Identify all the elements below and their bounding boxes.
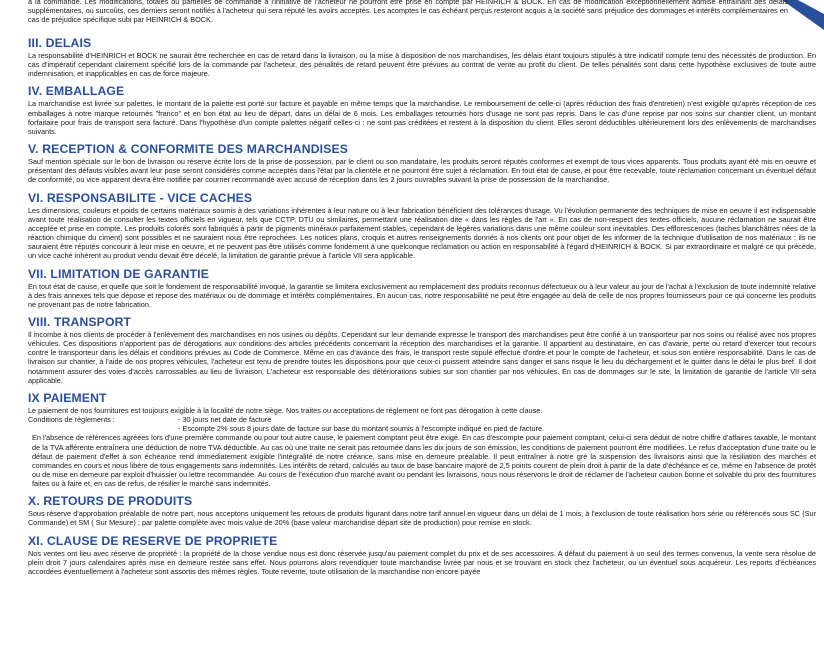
section-title: VIII. TRANSPORT — [28, 314, 132, 329]
payment-condition: - Escompte 2% sous 8 jours date de facture sur base du montant soumis à l'escompte indiqué en pied de facture. — [178, 424, 545, 434]
top-fragment-text: à la commande. Les modifications, totales ou partielles de commande à l'initiative de l'acheteur ne pourront être prise en compte par HEINRICH & BOCK. En cas de modification exceptionnellement admise entraînant des délais supplémentaires, ou surcoûts, ces derniers seront notifiés à l'acheteur qui sera réputé les avoirs acceptés. Les acomptes le cas échéant perçus resteront acquis à la société sans préjudice des dommages et intérêts complémentaires en cas de préjudice spécifique subi par HEINRICH & BOCK. — [28, 0, 788, 25]
payment-text: En l'absence de références agréées lors d'une première commande ou pour tout autre cause, le paiement comptant peut être exigé. En cas d'escompte pour paiement comptant, celui-ci sera déduit de notre chiffre d'affaires taxable, le montant de la TVA afférente entraînera une déduction de notre TVA déductible. Au cas où une traite ne serait pas retournée dans les dix jours de son émission, les conditions de paiement pourront être modifiées. Le refus d'acceptation d'une traite ou le défaut de paiement d'effet à son échéance rend immédiatement exigible l'intégralité de notre créance, sans mise en demeure préalable. Il peut entraîner à notre gré la suspension des livraisons ainsi que la résiliation des marchés et commandes en cours et nous libère de tous engagements sans indemnités. Les intérêts de retard, calculés au taux de base bancaire majoré de 2,5 points courent de plein droit à partir de la date d'échéance et ce, même en l'absence de protêt ou de mise en demeure par exploit d'huissier ou lettre recommandée. Au cours de l'exécution d'un marché avant ou pendant les livraisons, nous nous réservons le droit de réclamer de l'acheteur caution bonne et solvable du prix des fournitures faites ou à faire et, en cas de refus, de résilier le marché sans indemnités. — [32, 433, 816, 489]
section-title: VII. LIMITATION DE GARANTIE — [28, 266, 209, 281]
section-text: La marchandise est livrée sur palettes, le montant de la palette est porté sur facture et payable en même temps que la marchandise. Le remboursement de celle-ci (après réduction des frais d'entretien) n'est exigible qu'après réception de ces emballages à notre marque retournés "franco" et en bon état au lieu de départ, dans un délai de 6 mois. Les emballages retournés hors d'usage ne sont pas repris. Dans le cas d'une reprise par nos soins sur chantier client, un montant forfaitaire pour frais de transport sera facturé. Dans l'hypothèse d'un compte palettes négatif celles-ci : ne sont pas créditées et restent à la disposition du client. Elles seront déductibles ultérieurement lors des enlèvements de marchandises suivants. — [28, 99, 816, 136]
payment-conditions-row — [28, 415, 816, 424]
section-title: VI. RESPONSABILITE - VICE CACHES — [28, 190, 253, 205]
payment-conditions-label: Conditions de règlements : — [28, 415, 115, 425]
payment-intro: Le paiement de nos fournitures est toujours exigible à la localité de notre siège. Nos traites ou acceptations de règlement ne font pas dérogation à cette clause. — [28, 405, 543, 415]
section-responsabilite — [28, 191, 816, 261]
section-emballage — [28, 84, 816, 136]
section-delais — [28, 36, 816, 78]
section-paiement — [28, 391, 816, 488]
section-title: IX PAIEMENT — [28, 390, 107, 405]
section-text: En tout état de cause, et quelle que soit le fondement de responsabilité invoqué, la garantie se limitera exclusivement au remplacement des produits reconnus défectueux ou à leur valeur au jour de l'achat à l'exclusion de toute indemnité relative à des frais annexes tels que dépose et repose des matériaux ou de dommage et intérêts complémentaires. En aucun cas, notre responsabilité ne peut être engagée au delà de celle de nos propres fournisseurs pour ce qui concerne les produits ne provenant pas de notre fabrication. — [28, 281, 816, 309]
section-title: XI. CLAUSE DE RESERVE DE PROPRIETE — [28, 533, 278, 548]
payment-condition: - 30 jours net date de facture — [178, 415, 272, 425]
section-reserve-propriete — [28, 534, 816, 576]
section-text: Il incombe à nos clients de procéder à l'enlèvement des marchandises en nos usines ou dépôts. Cependant sur leur demande expresse le transport des marchandises peut être confié à un transporteur par nos soins ou réalisé avec nos propres véhicules. Ces dispositions n'apportent pas de dérogations aux conditions des articles précédents concernant la réception des marchandises et la garantie. Il appartient au destinataire, en cas d'avarie, perte ou retard d'exercer tout recours contre le transporteur dans les délais et conditions prévues au Code de Commerce. Même en cas d'avance des frais, le transport reste stipulé effectué d'ordre et pour le compte de l'acheteur, et sous son entière responsabilité. Dans le cas de livraison sur chantier, à l'aide de nos propres véhicules, l'acheteur est tenu de prendre toutes les dispositions pour que ceux-ci puissent atteindre sans danger et sans risque le lieu du déchargement et le quitter dans le délai le plus bref. Il doit notamment assurer des voies d'accès carrossables au lieu de livraison. L'acheteur est responsable des détériorations subies sur son chantier par nos véhicules. En cas de dommages sur le site, la limitation de garantie de l'article VII sera applicable. — [28, 329, 816, 385]
section-text: La responsabilité d'HEINRICH et BOCK ne saurait être recherchée en cas de retard dans la livraison, ou la mise à disposition de nos marchandises, les délais étant toujours stipulés à titre indicatif compte tenu des nécessités de production. En cas d'impératif cependant clairement spécifié lors de la commande par l'acheteur, des pénalités de retard peuvent être prévues au contrat de vente au profit du client. De telles pénalités sont dans cette hypothèse exclusives de toute autre indemnisation, et inapplicables en cas de force majeure. — [28, 51, 816, 79]
section-text: Nos ventes ont lieu avec réserve de propriété : la propriété de la chose vendue nous est donc réservée jusqu'au paiement complet du prix et de ses accessoires. A défaut du paiement à un seul des termes convenus, la vente sera résolue de plein droit 7 jours calendaires après mise en demeure restée sans effet. Nous pourrons alors revendiquer toute marchandise livrée par nous et se trouvant en stock chez l'acheteur, ou un éventuel sous acquéreur. Les reports d'échéances accordées éventuellement à l'acheteur sont assortis des mêmes règles. Toute revente, toute utilisation de la marchandise non encore payée — [28, 548, 816, 576]
section-garantie — [28, 267, 816, 309]
section-transport — [28, 315, 816, 385]
section-title: X. RETOURS DE PRODUITS — [28, 494, 193, 509]
section-title: III. DELAIS — [28, 36, 92, 50]
document-content — [28, 36, 816, 582]
payment-conditions-row — [28, 424, 816, 433]
section-text: Les dimensions, couleurs et poids de certains matériaux soumis à des variations inhérentes à leur nature ou à leur fabrication bénéficient des tolérances d'usage. Vu l'évolution permanente des techniques de mise en oeuvre il est indispensable avant toute réalisation de consulter les textes officiels en vigueur, tels que CCTP, DTU ou similaires, permettant une réalisation dite « dans les règles de l'art ». En cas de non-respect des textes officiels, aucune réclamation ne saurait être acceptée et prise en compte. Les produits colorés sont fabriqués à partir de pigments minéraux parfaitement stables, cependant de légères variations dans une même couleur sont inévitables. Des efflorescences (taches blanchâtres nées de la réaction chimique du ciment) sont possibles et ne sauraient nous être reprochées. Les notices plans, croquis et autres renseignements donnés à nos clients ont pour objet de les informer de la technique d'utilisation de nos matériaux : ils ne sauraient être réputés concourir à leur mise en oeuvre, et ne peuvent pas être utilisés comme fondement à une quelconque réclamation ou action en responsabilité à l'égard d'HEINRICH & BOCK. Si par extraordinaire et malgré ce qui précède, un vice caché inhérent au produit vendu devait être décelé, la limitation de garantie prévue à l'article VII sera applicable. — [28, 205, 816, 261]
section-retours — [28, 494, 816, 527]
section-title: IV. EMBALLAGE — [28, 84, 125, 99]
section-text: Sous réserve d'approbation préalable de notre part, nous acceptons uniquement les retours de produits figurant dans notre tarif annuel en vigueur dans un délai de 1 mois, à l'exclusion de toute réalisation hors série ou référencés sous SC (Sur Commande) et SM ( Sur Mesure) ; par palette complète avec mois value de 20% (base valeur marchandise départ site de production) pour remise en stock. — [28, 509, 816, 528]
section-title: V. RECEPTION & CONFORMITE DES MARCHANDISES — [28, 142, 349, 157]
section-text: Sauf mention spéciale sur le bon de livraison ou réserve écrite lors de la prise de possession, par le client ou son mandataire, les produits seront réputés conformes et exempt de tous vices apparents. Tous produits ayant été mis en oeuvre et présentant des défauts visibles avant leur pose seront considérés comme acceptés dans l'état par la clientèle et ne pourront être sujet à réclamation. En tout état de cause, et pour être recevable, toute réclamation concernant un éventuel défaut de conformité, ou vice apparent devra être notifiée par courrier recommandé avec accusé de réception dans les 2 jours ouvrables suivant la prise de possession de la marchandise. — [28, 157, 816, 185]
section-reception — [28, 142, 816, 184]
